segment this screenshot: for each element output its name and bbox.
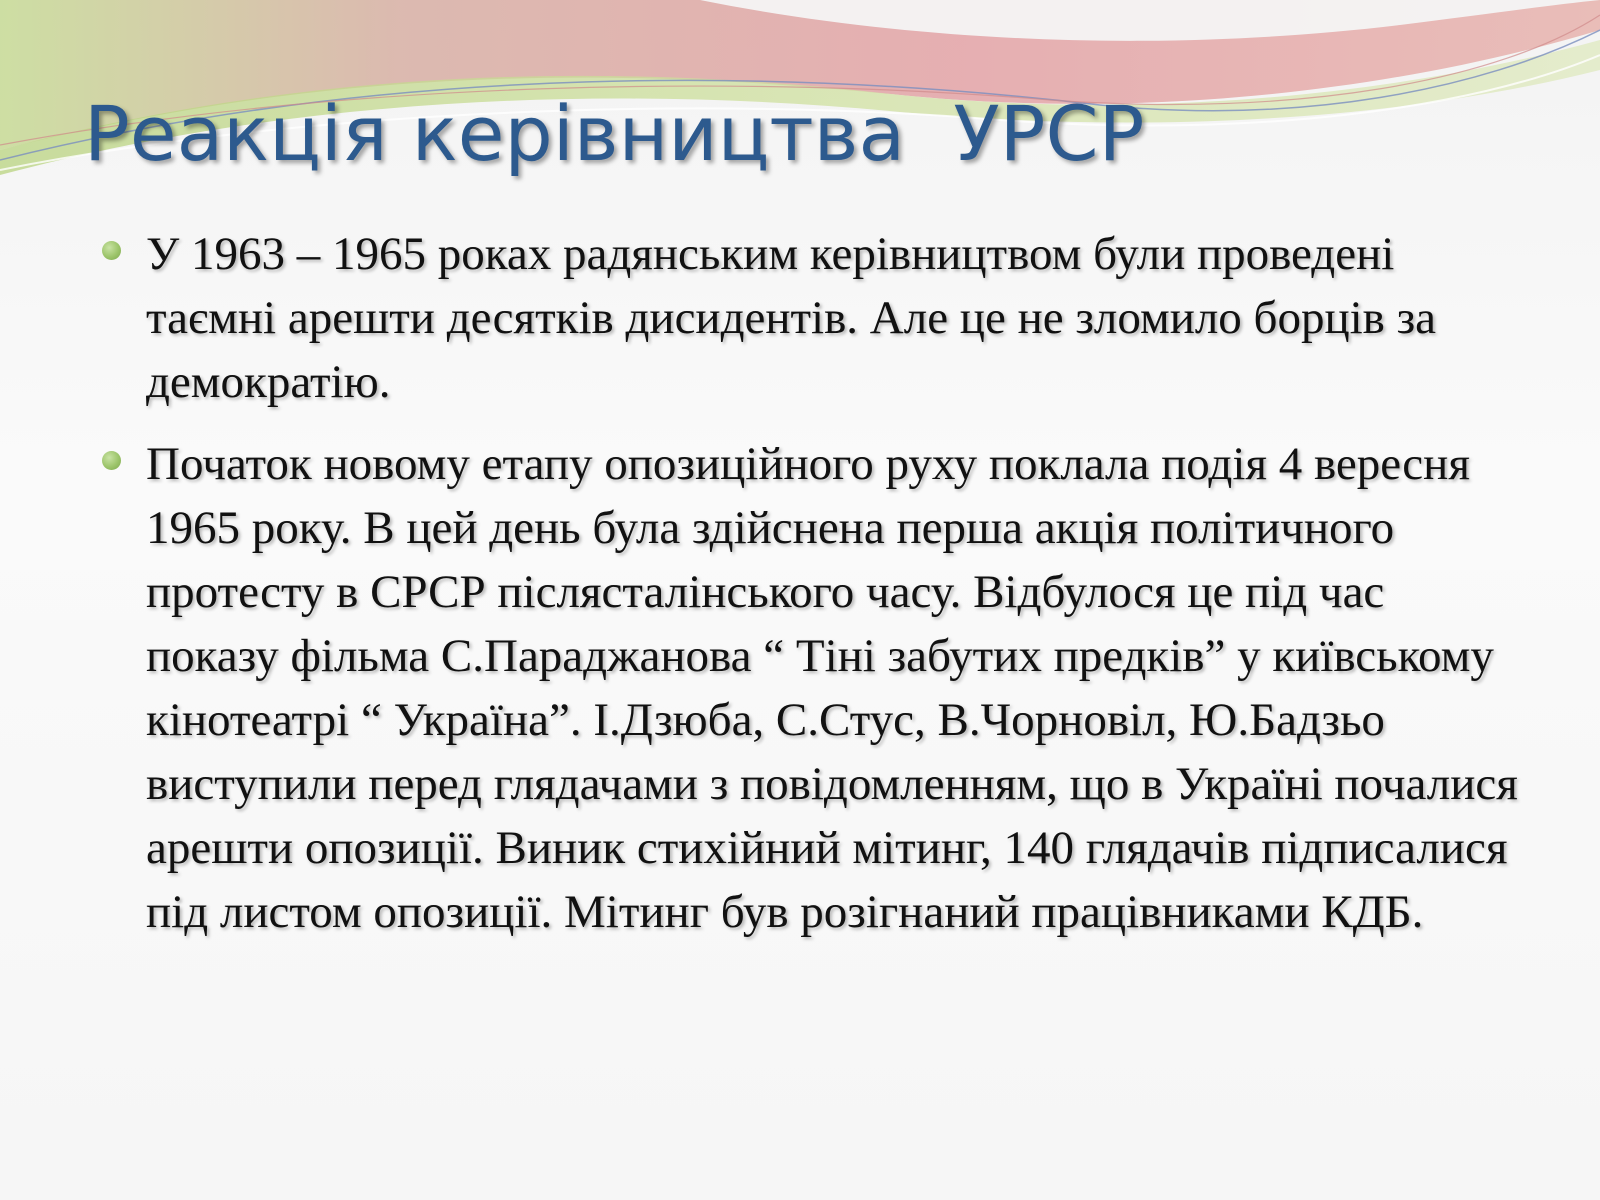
bullet-dot-icon: [102, 451, 121, 470]
bullet-item: [100, 222, 1520, 414]
bullet-item: [100, 432, 1520, 944]
bullet-dot-icon: [102, 241, 121, 260]
bullet-text: У 1963 – 1965 роках радянським керівництвом були проведені таємні арешти десятків дисидентів. Але це не зломило борців за демократію.: [146, 228, 1437, 408]
bullet-list: [100, 222, 1520, 962]
slide-title: Реакція керівництва УРСР: [84, 89, 1145, 178]
bullet-text: Початок новому етапу опозиційного руху поклала подія 4 вересня 1965 року. В цей день була здійснена перша акція політичного протесту в СРСР післясталінського часу. Відбулося це під час показу фільма С.Параджанова “ Тіні забутих предків” у київському кінотеатрі “ Україна”. І.Дзюба, С.Стус, В.Чорновіл, Ю.Бадзьо виступили перед глядачами з повідомленням, що в Україні почалися арешти опозиції. Виник стихійний мітинг, 140 глядачів підписалися під листом опозиції. Мітинг був розігнаний працівниками КДБ.: [146, 438, 1518, 938]
